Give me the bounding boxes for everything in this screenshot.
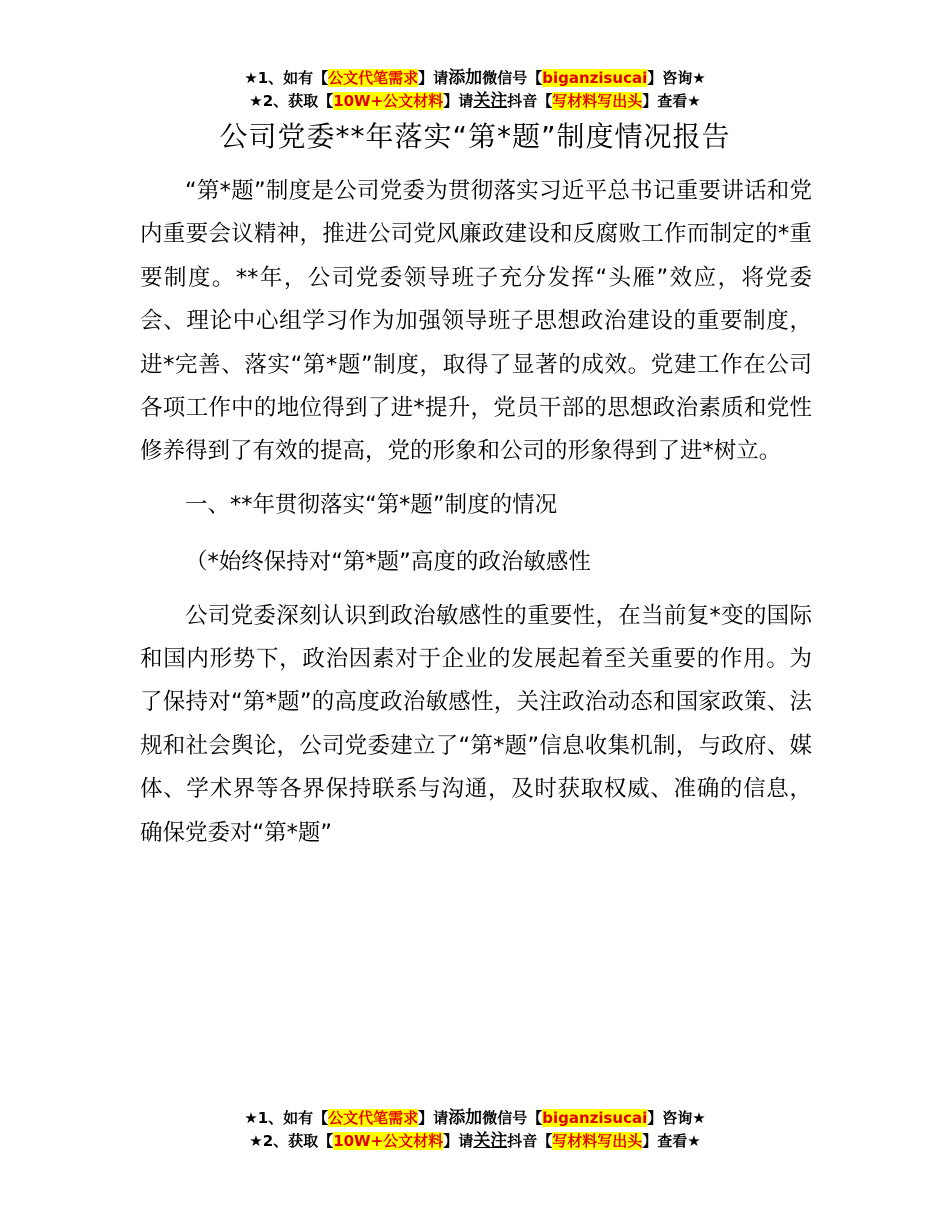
banner-line-2: ★2、获取【10W+公文材料】请关注抖音【写材料写出头】查看★: [249, 1131, 701, 1151]
banner-line-1: ★1、如有【公文代笔需求】请添加微信号【biganzisucai】咨询★: [244, 68, 706, 88]
section-heading: 一、**年贯彻落实“第*题”制度的情况: [185, 491, 558, 518]
banner-highlight-wechat-id: biganzisucai: [542, 69, 648, 87]
document-body: [140, 170, 812, 855]
intro-paragraph: “第*题”制度是公司党委为贯彻落实习近平总书记重要讲话和党内重要会议精神，推进公司党风廉政建设和反腐败工作而制定的*重要制度。**年，公司党委领导班子充分发挥“头雁”效应，将党委会、理论中心组学习作为加强领导班子思想政治建设的重要制度，进*完善、落实“第*题”制度，取得了显著的成效。党建工作在公司各项工作中的地位得到了进*提升，党员干部的思想政治素质和党性修养得到了有效的提高，党的形象和公司的形象得到了进*树立。: [140, 178, 812, 465]
banner-highlight-douyin-account: 写材料写出头: [552, 92, 643, 110]
banner-highlight-douyin-account: 写材料写出头: [552, 1132, 643, 1150]
banner-highlight-writing-service: 公文代笔需求: [328, 1109, 419, 1127]
banner-line-2: ★2、获取【10W+公文材料】请关注抖音【写材料写出头】查看★: [249, 91, 701, 111]
banner-highlight-materials: 10W+公文材料: [333, 92, 444, 110]
bottom-banner: [0, 1107, 950, 1153]
banner-line-1: ★1、如有【公文代笔需求】请添加微信号【biganzisucai】咨询★: [244, 1108, 706, 1128]
document-title: 公司党委**年落实“第*题”制度情况报告: [219, 120, 731, 153]
top-banner: [0, 67, 950, 113]
banner-highlight-writing-service: 公文代笔需求: [328, 69, 419, 87]
subsection-heading: （*始终保持对“第*题”高度的政治敏感性: [185, 549, 591, 576]
banner-highlight-wechat-id: biganzisucai: [542, 1109, 648, 1127]
body-paragraph: 公司党委深刻认识到政治敏感性的重要性，在当前复*变的国际和国内形势下，政治因素对于企业的发展起着至关重要的作用。为了保持对“第*题”的高度政治敏感性，关注政治动态和国家政策、法规和社会舆论，公司党委建立了“第*题”信息收集机制，与政府、媒体、学术界等各界保持联系与沟通，及时获取权威、准确的信息，确保党委对“第*题”: [140, 602, 812, 846]
banner-highlight-materials: 10W+公文材料: [333, 1132, 444, 1150]
